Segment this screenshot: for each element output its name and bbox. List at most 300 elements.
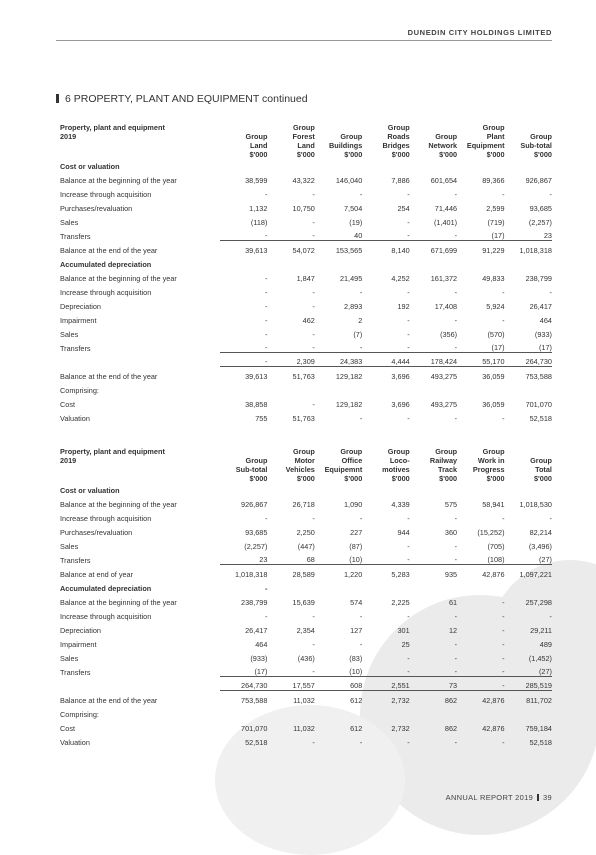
cell-value: (3,496) bbox=[528, 541, 552, 551]
table-row bbox=[60, 665, 552, 679]
row-label: Balance at the end of the year bbox=[60, 695, 158, 705]
cell-value: - bbox=[312, 737, 315, 747]
cell-value: 58,941 bbox=[482, 499, 505, 509]
cell-value: 811,702 bbox=[526, 695, 552, 705]
report-name: ANNUAL REPORT 2019 bbox=[445, 793, 534, 802]
cell-value: - bbox=[410, 555, 457, 565]
table-row bbox=[60, 483, 552, 497]
cell-value: 153,565 bbox=[335, 245, 363, 255]
row-label: Balance at the beginning of the year bbox=[60, 273, 177, 283]
column-header: Progress bbox=[472, 465, 505, 474]
column-header: Work in bbox=[477, 456, 505, 465]
table-row bbox=[60, 215, 552, 229]
cell-value: - bbox=[454, 653, 458, 663]
cell-value: - bbox=[502, 413, 505, 423]
cell-value: 2,732 bbox=[391, 695, 410, 705]
cell-value: 51,763 bbox=[292, 413, 315, 423]
cell-value: 753,588 bbox=[241, 695, 268, 705]
column-header: Group bbox=[482, 123, 505, 132]
cell-value: - bbox=[312, 639, 315, 649]
cell-value: 4,252 bbox=[391, 273, 410, 283]
cell-value: - bbox=[410, 231, 457, 241]
cell-value: 1,132 bbox=[249, 203, 268, 213]
cell-value: 36,059 bbox=[482, 371, 505, 381]
row-label: Transfers bbox=[60, 231, 91, 241]
cell-value: 17,408 bbox=[434, 301, 458, 311]
row-label: Balance at the end of the year bbox=[60, 245, 158, 255]
cell-value: 238,799 bbox=[241, 597, 268, 607]
cell-value: - bbox=[312, 287, 315, 297]
row-label: Cost or valuation bbox=[60, 161, 120, 171]
cell-value: - bbox=[312, 189, 315, 199]
column-header: Group bbox=[245, 456, 268, 465]
row-label: Sales bbox=[60, 653, 79, 663]
cell-value: 574 bbox=[350, 597, 363, 607]
table-row bbox=[60, 539, 552, 553]
table-row bbox=[60, 679, 552, 693]
table-row bbox=[60, 243, 552, 257]
cell-value: 7,886 bbox=[391, 175, 410, 185]
cell-value: - bbox=[457, 681, 504, 691]
cell-value: 1,220 bbox=[344, 569, 363, 579]
table-row bbox=[60, 187, 552, 201]
column-header: Group bbox=[530, 456, 552, 465]
row-label: Cost or valuation bbox=[60, 485, 120, 495]
cell-value: - bbox=[362, 667, 409, 677]
table-row bbox=[60, 511, 552, 525]
cell-value: - bbox=[312, 217, 315, 227]
cell-value: - bbox=[267, 343, 314, 353]
row-label: Sales bbox=[60, 541, 79, 551]
cell-value: 608 bbox=[315, 681, 362, 691]
column-header: Group bbox=[245, 132, 268, 141]
cell-value: (2,257) bbox=[528, 217, 552, 227]
row-label: Accumulated depreciation bbox=[60, 583, 152, 593]
cell-value: - bbox=[410, 343, 457, 353]
cell-value: (2,257) bbox=[244, 541, 268, 551]
table-row bbox=[60, 609, 552, 623]
row-label: Balance at the end of the year bbox=[60, 371, 158, 381]
cell-value: - bbox=[549, 611, 552, 621]
cell-value: 42,876 bbox=[482, 695, 505, 705]
column-header: Group bbox=[530, 132, 552, 141]
cell-value: 2 bbox=[358, 315, 363, 325]
cell-value: (570) bbox=[487, 329, 505, 339]
column-header: $'000 bbox=[296, 474, 315, 483]
cell-value: 493,275 bbox=[430, 399, 458, 409]
row-label: Balance at the beginning of the year bbox=[60, 597, 177, 607]
row-label: Impairment bbox=[60, 639, 97, 649]
column-header: $'000 bbox=[344, 150, 363, 159]
cell-value: - bbox=[264, 273, 268, 283]
cell-value: - bbox=[362, 231, 409, 241]
table-row bbox=[60, 159, 552, 173]
cell-value: - bbox=[359, 189, 363, 199]
cell-value: 1,090 bbox=[344, 499, 363, 509]
cell-value: (15,252) bbox=[477, 527, 505, 537]
page-number: 39 bbox=[543, 793, 552, 802]
row-label: Purchases/revaluation bbox=[60, 527, 133, 537]
column-header: Equipemnt bbox=[324, 465, 363, 474]
cell-value: - bbox=[407, 189, 410, 199]
column-header: Group bbox=[387, 123, 410, 132]
column-header: Equipment bbox=[466, 141, 505, 150]
table-row bbox=[60, 341, 552, 355]
table-row bbox=[60, 201, 552, 215]
cell-value: 26,718 bbox=[292, 499, 315, 509]
cell-value: 2,893 bbox=[344, 301, 363, 311]
cell-value: 701,070 bbox=[525, 399, 552, 409]
cell-value: - bbox=[264, 301, 268, 311]
cell-value: 17,557 bbox=[267, 681, 314, 691]
cell-value: (19) bbox=[349, 217, 363, 227]
column-header: Sub-total bbox=[235, 465, 268, 474]
row-label: Impairment bbox=[60, 315, 97, 325]
cell-value: 52,518 bbox=[529, 737, 552, 747]
cell-value: - bbox=[359, 611, 363, 621]
cell-value: 146,040 bbox=[335, 175, 363, 185]
cell-value: (17) bbox=[505, 343, 552, 353]
cell-value: 464 bbox=[539, 315, 552, 325]
cell-value: - bbox=[407, 217, 410, 227]
cell-value: 944 bbox=[397, 527, 410, 537]
row-label: Valuation bbox=[60, 413, 90, 423]
table-row bbox=[60, 229, 552, 243]
cell-value: 129,182 bbox=[335, 371, 363, 381]
cell-value: 10,750 bbox=[292, 203, 315, 213]
cell-value: 2,551 bbox=[362, 681, 409, 691]
cell-value: 2,309 bbox=[267, 357, 314, 367]
cell-value: - bbox=[502, 653, 505, 663]
cell-value: - bbox=[312, 301, 315, 311]
cell-value: 24,383 bbox=[315, 357, 362, 367]
cell-value: - bbox=[407, 653, 410, 663]
cell-value: - bbox=[549, 513, 552, 523]
table-title: Property, plant and equipment bbox=[60, 123, 165, 132]
cell-value: 38,599 bbox=[245, 175, 268, 185]
column-header: Group bbox=[482, 447, 505, 456]
cell-value: (1,401) bbox=[433, 217, 458, 227]
cell-value: 73 bbox=[410, 681, 457, 691]
cell-value: 39,613 bbox=[245, 245, 268, 255]
cell-value: - bbox=[312, 399, 315, 409]
cell-value: (17) bbox=[220, 667, 267, 677]
cell-value: - bbox=[264, 329, 268, 339]
cell-value: - bbox=[454, 287, 458, 297]
cell-value: 2,225 bbox=[391, 597, 410, 607]
table-row bbox=[60, 299, 552, 313]
cell-value: 91,229 bbox=[482, 245, 505, 255]
cell-value: (10) bbox=[315, 667, 362, 677]
row-label: Transfers bbox=[60, 343, 91, 353]
cell-value: 26,417 bbox=[529, 301, 552, 311]
section-marker-icon bbox=[56, 94, 59, 103]
cell-value: (933) bbox=[534, 329, 552, 339]
cell-value: 25 bbox=[401, 639, 410, 649]
cell-value: - bbox=[407, 611, 410, 621]
cell-value: 862 bbox=[444, 695, 458, 705]
cell-value: - bbox=[312, 611, 315, 621]
cell-value: 127 bbox=[350, 625, 363, 635]
table-row bbox=[60, 327, 552, 341]
cell-value: - bbox=[359, 639, 363, 649]
row-label: Increase through acquisition bbox=[60, 611, 152, 621]
column-header: Land bbox=[297, 141, 315, 150]
cell-value: - bbox=[267, 667, 314, 677]
table-row bbox=[60, 581, 552, 595]
cell-value: (705) bbox=[487, 541, 505, 551]
cell-value: - bbox=[264, 513, 268, 523]
cell-value: - bbox=[454, 737, 458, 747]
table-row bbox=[60, 707, 552, 721]
column-header: Total bbox=[535, 465, 552, 474]
cell-value: 42,876 bbox=[482, 723, 505, 733]
cell-value: 264,730 bbox=[220, 681, 267, 691]
column-header: $'000 bbox=[344, 474, 363, 483]
cell-value: 264,730 bbox=[505, 357, 552, 367]
column-header: $'000 bbox=[249, 474, 268, 483]
cell-value: 755 bbox=[255, 413, 268, 423]
cell-value: - bbox=[407, 329, 410, 339]
cell-value: - bbox=[267, 231, 314, 241]
column-header: $'000 bbox=[249, 150, 268, 159]
column-header: $'000 bbox=[533, 474, 552, 483]
cell-value: - bbox=[454, 189, 458, 199]
column-header: $'000 bbox=[439, 150, 458, 159]
table-row bbox=[60, 383, 552, 397]
cell-value: - bbox=[359, 413, 363, 423]
cell-value: 71,446 bbox=[434, 203, 458, 213]
cell-value: - bbox=[312, 513, 315, 523]
table-row bbox=[60, 735, 552, 749]
cell-value: - bbox=[502, 611, 505, 621]
cell-value: - bbox=[454, 639, 458, 649]
cell-value: - bbox=[454, 611, 458, 621]
column-header: Group bbox=[340, 447, 363, 456]
cell-value: 15,639 bbox=[292, 597, 315, 607]
cell-value: 701,070 bbox=[241, 723, 268, 733]
row-label: Depreciation bbox=[60, 625, 101, 635]
cell-value: 8,140 bbox=[391, 245, 410, 255]
cell-value: - bbox=[407, 315, 410, 325]
cell-value: (447) bbox=[297, 541, 315, 551]
row-label: Transfers bbox=[60, 555, 91, 565]
table-row bbox=[60, 285, 552, 299]
cell-value: 68 bbox=[267, 555, 314, 565]
column-header: Sub-total bbox=[520, 141, 552, 150]
cell-value: - bbox=[549, 189, 552, 199]
column-header: Track bbox=[438, 465, 458, 474]
cell-value: 1,018,318 bbox=[519, 245, 552, 255]
column-header: Office bbox=[341, 456, 363, 465]
cell-value: (719) bbox=[487, 217, 505, 227]
cell-value: 257,298 bbox=[525, 597, 552, 607]
cell-value: - bbox=[502, 639, 505, 649]
row-label: Increase through acquisition bbox=[60, 513, 152, 523]
cell-value: - bbox=[220, 231, 267, 241]
cell-value: 360 bbox=[444, 527, 458, 537]
column-header: Vehicles bbox=[285, 465, 315, 474]
table-row bbox=[60, 721, 552, 735]
cell-value: 12 bbox=[448, 625, 458, 635]
cell-value: 40 bbox=[315, 231, 362, 241]
column-header: Group bbox=[387, 447, 410, 456]
cell-value: 462 bbox=[302, 315, 315, 325]
cell-value: (7) bbox=[353, 329, 363, 339]
column-header: Group bbox=[292, 447, 315, 456]
cell-value: 2,250 bbox=[296, 527, 315, 537]
table-row bbox=[60, 693, 552, 707]
column-header: $'000 bbox=[391, 150, 410, 159]
cell-value: 671,699 bbox=[430, 245, 458, 255]
row-label: Purchases/revaluation bbox=[60, 203, 133, 213]
row-label: Balance at end of year bbox=[60, 569, 134, 579]
column-header: Forest bbox=[292, 132, 315, 141]
cell-value: 11,032 bbox=[293, 723, 315, 733]
cell-value: - bbox=[359, 737, 363, 747]
cell-value: (87) bbox=[349, 541, 363, 551]
cell-value: - bbox=[454, 541, 458, 551]
cell-value: 1,018,318 bbox=[234, 569, 268, 579]
cell-value: - bbox=[312, 329, 315, 339]
table-row bbox=[60, 271, 552, 285]
table-header-row bbox=[60, 123, 552, 132]
row-label: Depreciation bbox=[60, 301, 101, 311]
cell-value: (933) bbox=[250, 653, 268, 663]
row-label: Cost bbox=[60, 399, 76, 409]
table-row bbox=[60, 651, 552, 665]
cell-value: - bbox=[454, 315, 458, 325]
cell-value: 464 bbox=[255, 639, 268, 649]
cell-value: 575 bbox=[444, 499, 458, 509]
cell-value: - bbox=[502, 597, 505, 607]
table-header-row bbox=[60, 456, 552, 465]
cell-value: - bbox=[359, 287, 363, 297]
column-header: Group bbox=[435, 132, 458, 141]
cell-value: 1,847 bbox=[296, 273, 315, 283]
cell-value: 55,170 bbox=[457, 357, 504, 367]
column-header: Buildings bbox=[329, 141, 363, 150]
cell-value: 2,354 bbox=[296, 625, 315, 635]
table-row bbox=[60, 313, 552, 327]
cell-value: (118) bbox=[250, 217, 268, 227]
column-header: Roads bbox=[387, 132, 410, 141]
cell-value: - bbox=[407, 737, 410, 747]
cell-value: - bbox=[502, 737, 505, 747]
cell-value: - bbox=[454, 513, 458, 523]
column-header: Network bbox=[428, 141, 458, 150]
cell-value: - bbox=[502, 625, 505, 635]
row-label: Accumulated depreciation bbox=[60, 259, 152, 269]
column-header: $'000 bbox=[486, 150, 505, 159]
cell-value: 178,424 bbox=[410, 357, 457, 367]
column-header: Group bbox=[435, 447, 458, 456]
row-label: Cost bbox=[60, 723, 76, 733]
company-name: DUNEDIN CITY HOLDINGS LIMITED bbox=[407, 28, 552, 37]
cell-value: 612 bbox=[350, 723, 363, 733]
cell-value: - bbox=[359, 513, 363, 523]
table-header-row bbox=[60, 132, 552, 141]
cell-value: 3,696 bbox=[391, 371, 410, 381]
cell-value: 39,613 bbox=[245, 371, 268, 381]
column-header: $'000 bbox=[533, 150, 552, 159]
cell-value: 3,696 bbox=[391, 399, 410, 409]
column-header: $'000 bbox=[296, 150, 315, 159]
cell-value: (356) bbox=[440, 329, 458, 339]
table-row bbox=[60, 553, 552, 567]
cell-value: - bbox=[220, 357, 267, 367]
column-header: Motor bbox=[294, 456, 315, 465]
cell-value: - bbox=[410, 667, 457, 677]
cell-value: 489 bbox=[539, 639, 552, 649]
cell-value: - bbox=[264, 315, 268, 325]
cell-value: - bbox=[407, 413, 410, 423]
cell-value: 51,763 bbox=[292, 371, 315, 381]
table-header-row bbox=[60, 465, 552, 474]
table-row bbox=[60, 397, 552, 411]
cell-value: 1,097,221 bbox=[519, 569, 552, 579]
cell-value: 612 bbox=[350, 695, 363, 705]
cell-value: - bbox=[502, 189, 505, 199]
cell-value: (83) bbox=[349, 653, 363, 663]
cell-value: 759,184 bbox=[525, 723, 552, 733]
cell-value: 42,876 bbox=[482, 569, 505, 579]
ppe-table-1 bbox=[60, 123, 552, 425]
cell-value: - bbox=[264, 189, 268, 199]
cell-value: - bbox=[362, 343, 409, 353]
cell-value: 862 bbox=[444, 723, 458, 733]
cell-value: 5,924 bbox=[486, 301, 505, 311]
cell-value: (27) bbox=[505, 555, 552, 565]
cell-value: 926,867 bbox=[241, 499, 268, 509]
cell-value: 926,867 bbox=[525, 175, 552, 185]
cell-value: 935 bbox=[444, 569, 458, 579]
ppe-table-2 bbox=[60, 447, 552, 749]
column-header: $'000 bbox=[391, 474, 410, 483]
cell-value: 161,372 bbox=[430, 273, 458, 283]
cell-value: 11,032 bbox=[293, 695, 315, 705]
table-title: Property, plant and equipment bbox=[60, 447, 165, 456]
cell-value: 38,858 bbox=[245, 399, 268, 409]
cell-value: 21,495 bbox=[339, 273, 363, 283]
table-header-row bbox=[60, 447, 552, 456]
column-header: $'000 bbox=[439, 474, 458, 483]
cell-value: (436) bbox=[297, 653, 315, 663]
column-header: Group bbox=[340, 132, 363, 141]
cell-value: 49,833 bbox=[482, 273, 505, 283]
table-header-row bbox=[60, 150, 552, 159]
cell-value: - bbox=[362, 555, 409, 565]
column-header: Railway bbox=[429, 456, 458, 465]
column-header: Land bbox=[249, 141, 268, 150]
row-label: Comprising: bbox=[60, 709, 99, 719]
cell-value: - bbox=[407, 513, 410, 523]
cell-value: - bbox=[220, 343, 267, 353]
cell-value: 36,059 bbox=[482, 399, 505, 409]
cell-value: 227 bbox=[350, 527, 363, 537]
table-row bbox=[60, 355, 552, 369]
cell-value: (108) bbox=[457, 555, 504, 565]
section-title-text: 6 PROPERTY, PLANT AND EQUIPMENT continued bbox=[65, 93, 308, 105]
cell-value: (17) bbox=[457, 231, 504, 241]
cell-value: 23 bbox=[220, 555, 267, 565]
cell-value: - bbox=[407, 541, 410, 551]
cell-value: (27) bbox=[505, 667, 552, 677]
table-row bbox=[60, 369, 552, 383]
table-year: 2019 bbox=[60, 456, 77, 465]
cell-value: 29,211 bbox=[530, 625, 552, 635]
cell-value: 26,417 bbox=[245, 625, 268, 635]
